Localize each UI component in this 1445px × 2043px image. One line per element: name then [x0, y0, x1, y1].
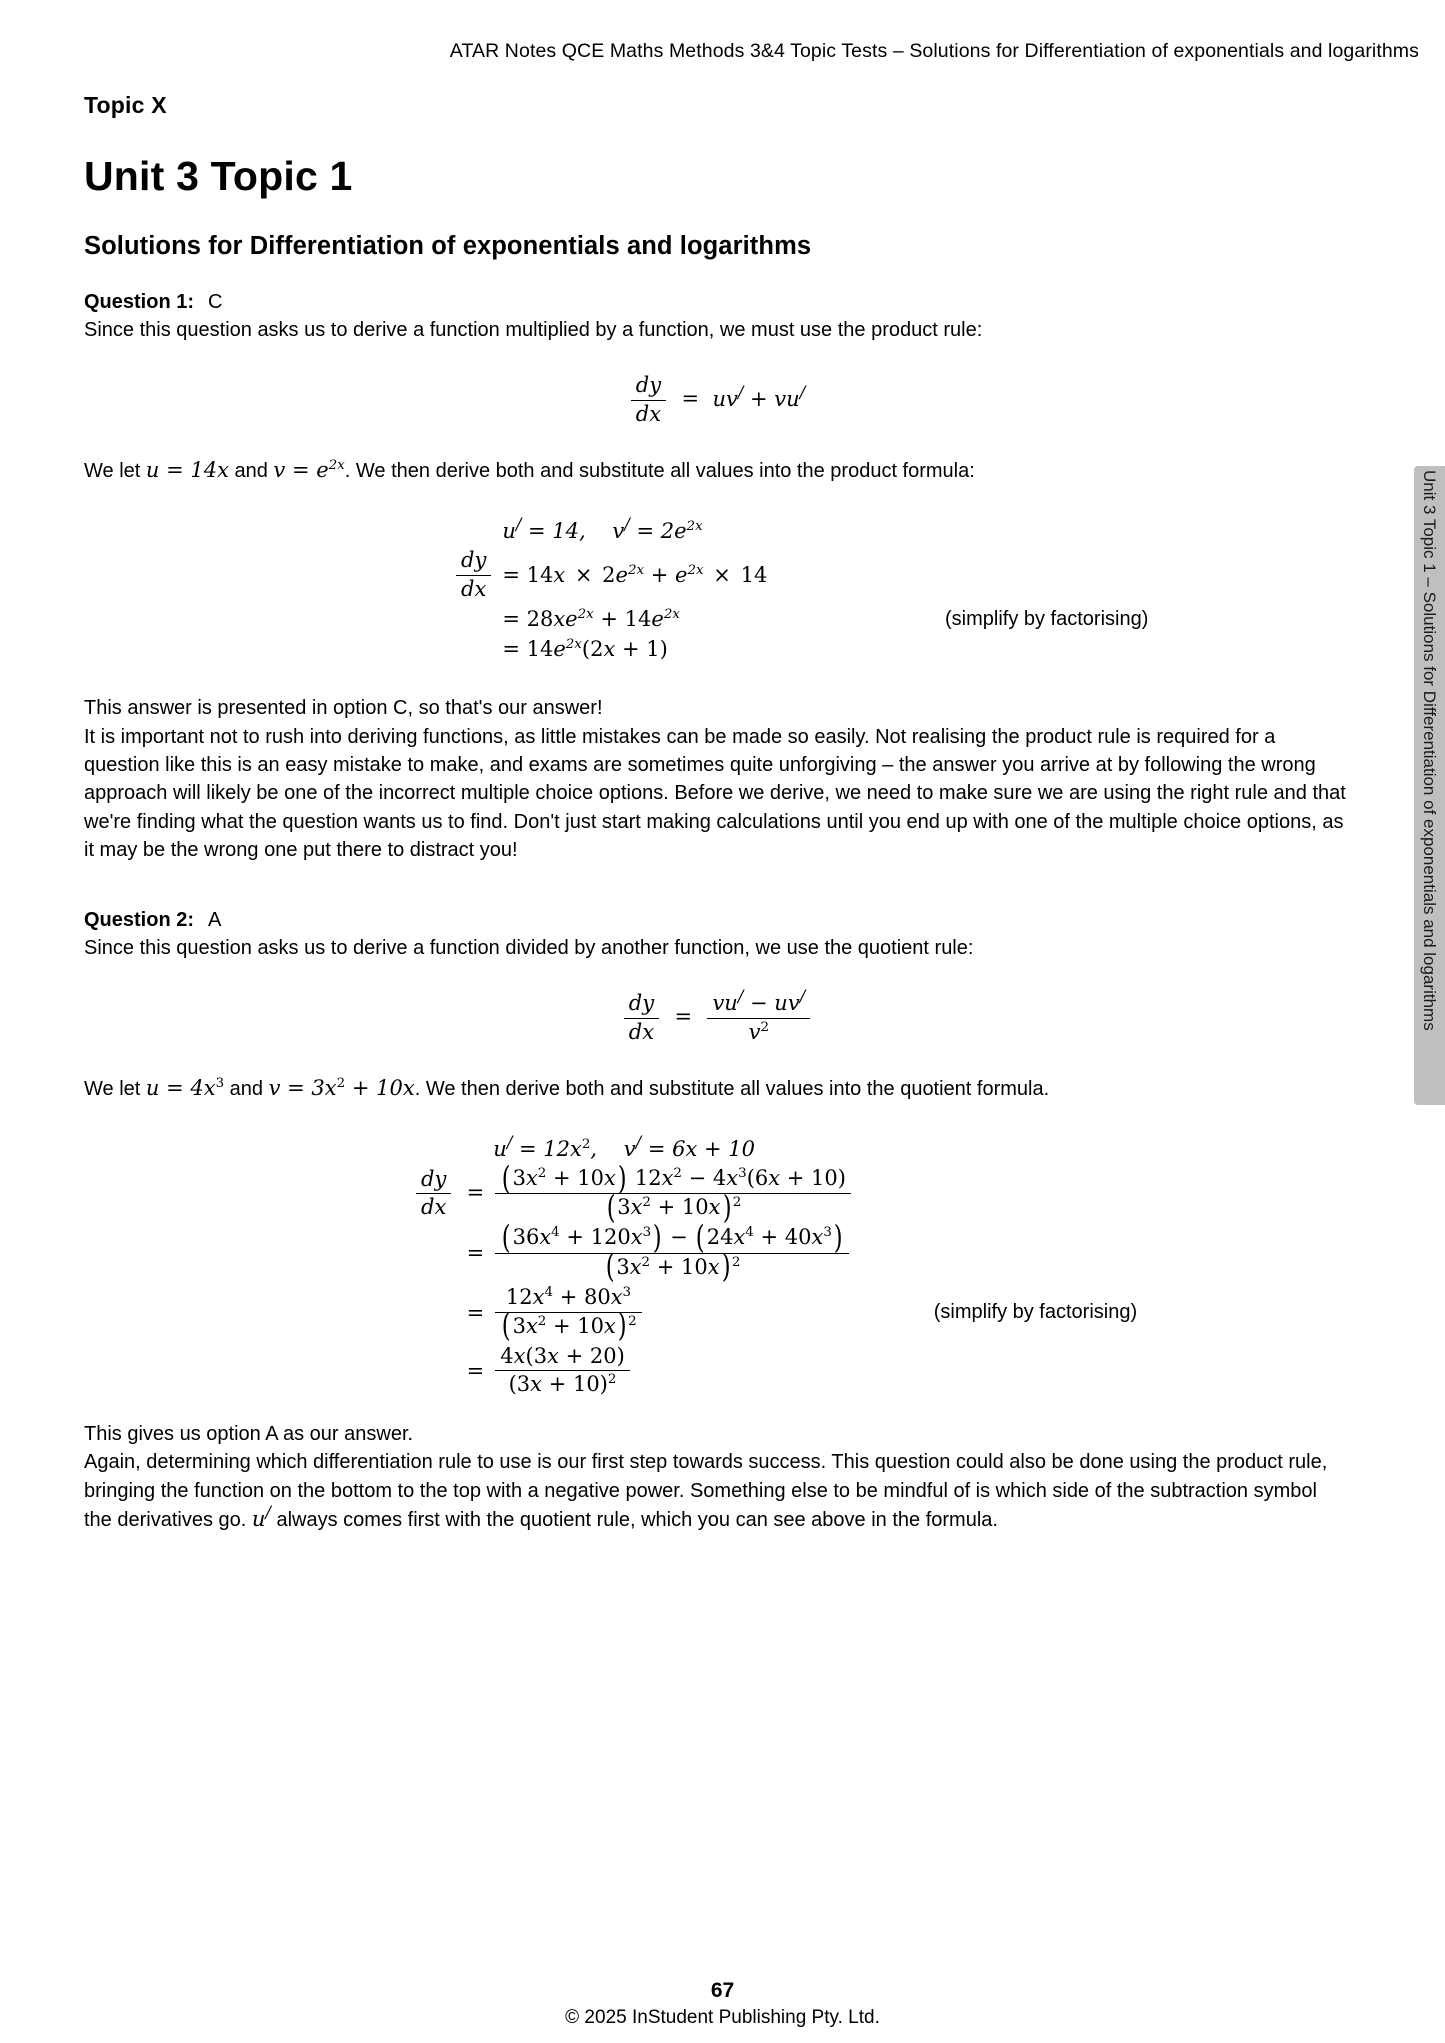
page-title: Unit 3 Topic 1	[84, 153, 353, 199]
question-1-answer: C	[208, 291, 223, 313]
fraction-numerator: dy	[631, 374, 666, 401]
fraction-numerator: 4x(3x + 20)	[495, 1345, 630, 1372]
question-2-label: Question 2:	[84, 908, 195, 931]
v-prime-value: v/ = 6x + 10	[623, 1132, 756, 1161]
section-title: Solutions for Differentiation of exponentials and logarithms	[84, 232, 812, 260]
dy-dx-fraction	[631, 374, 666, 426]
derivation-rows	[454, 516, 1148, 664]
question-1-heading	[84, 291, 1350, 314]
fraction-numerator: dy	[624, 992, 659, 1019]
fraction-numerator: $(36x^4 + 120x^3) - (24x^4 + 40x^3)$	[495, 1226, 849, 1253]
question-2-rule-formula	[84, 987, 1350, 1044]
quotient-rule-fraction	[707, 987, 810, 1044]
fraction-denominator: dx	[628, 1019, 655, 1044]
question-1-after-text-2: It is important not to rush into deriving functions, as little mistakes can be made so easily. Not realising the product rule is required for a question like this is an easy mistake to make, and exams are sometimes quite unforgiving – the answer you arrive at by following the wrong approach will likely be one of the incorrect multiple choice options. Before we derive, we need to make sure we are using the right rule and that we're finding what the question wants us to find. Don't just start making calculations until you end up with one of the multiple choice options, as it may be the wrong one put there to distract you!	[84, 725, 1346, 862]
line-5-fraction	[495, 1345, 630, 1397]
question-2-intro: Since this question asks us to derive a function divided by another function, we use the quotient rule:	[84, 936, 974, 959]
dy-dx-fraction	[624, 992, 659, 1044]
derivation-line-1	[414, 1134, 1137, 1164]
product-rule-rhs: uv/ + vu/	[712, 382, 806, 411]
line-3-rhs	[502, 604, 1148, 634]
question-2-after-text-1: This gives us option A as our answer.	[84, 1422, 414, 1445]
question-1-label: Question 1:	[84, 291, 195, 313]
line-4-lhs: =	[466, 1300, 485, 1325]
quotient-numerator: vu/ − uv/	[707, 992, 810, 1019]
derivation-line-3	[414, 1220, 1137, 1286]
question-2-heading	[84, 909, 1350, 932]
line-2-lhs	[454, 546, 502, 604]
v-definition: $v = e^{2x}$	[273, 458, 345, 483]
equals-sign: =	[674, 386, 706, 411]
line-1-content	[493, 1134, 1137, 1164]
question-1-rule-formula	[84, 374, 1350, 426]
line-3-lhs: =	[466, 1241, 485, 1266]
fraction-denominator: dx	[635, 401, 662, 426]
after-text-2-part-1: Again, determining which differentiation rule to use is our first step towards success. This question could also be done using the product rule, bringing the function on the bottom to the top with a negative power. Something else to be mindful of is which side of the subtraction symbol the derivatives go.	[84, 1451, 1328, 1532]
line-3-rhs	[493, 1220, 1137, 1286]
derivation-line-3	[454, 604, 1148, 634]
question-2-setup-text	[84, 1074, 1350, 1104]
setup-text-part-1: We let	[84, 460, 146, 483]
v-exponent: 2	[336, 1076, 346, 1092]
line-5-rhs	[493, 1342, 1137, 1400]
fraction-denominator: $(3x + 10)^2$	[508, 1372, 617, 1397]
derivation-line-5	[414, 1342, 1137, 1400]
setup-text-part-4: . We then derive both and substitute all values into the quotient formula.	[414, 1078, 1050, 1101]
side-tab-label: Unit 3 Topic 1 – Solutions for Differentiation of exponentials and logarithms	[1420, 470, 1439, 1031]
fraction-denominator: $(3x^2 + 10x)$ $^2$	[606, 1189, 742, 1226]
line-3-fraction	[495, 1220, 849, 1286]
line-2-rhs: = $14x \times 2e^{2x} + e^{2x} \times 14$	[502, 563, 768, 588]
question-2-after-text-2	[84, 1448, 1350, 1535]
quotient-rule-equation	[622, 987, 812, 1044]
line-2-lhs	[414, 1164, 493, 1224]
question-1-intro: Since this question asks us to derive a function multiplied by a function, we must use the product rule:	[84, 319, 983, 341]
line-3-expression: = $28xe^{2x} + 14e^{2x}$	[502, 607, 680, 632]
u-prime-value: $u^/ = 12x^2$,	[493, 1132, 598, 1161]
setup-text-part-2: and	[228, 460, 274, 483]
derivation-line-4	[414, 1283, 1138, 1345]
fraction-denominator: dx	[461, 576, 487, 601]
u-definition: $u = 4x^3$	[145, 1076, 225, 1101]
u-definition: u = 14x	[145, 458, 229, 483]
equals-sign: =	[460, 1180, 485, 1205]
setup-text-part-2: and	[224, 1078, 269, 1101]
copyright-notice: © 2025 InStudent Publishing Pty. Ltd.	[565, 2007, 880, 2028]
question-2-answer: A	[208, 908, 222, 931]
derivation-line-4	[454, 634, 1148, 664]
simplify-note: (simplify by factorising)	[933, 1301, 1138, 1323]
v-definition: $v = 3x^2 + 10x$	[268, 1076, 415, 1101]
dy-dx-fraction	[416, 1168, 451, 1220]
dy-dx-fraction	[456, 549, 491, 601]
derivation-rows	[414, 1134, 1137, 1400]
fraction-numerator: dy	[456, 549, 491, 576]
u-prime-value: u/ = 14,	[502, 515, 586, 544]
after-text-2-part-2: always comes first with the quotient rule, which you can see above in the formula.	[270, 1509, 998, 1532]
u-prime-inline: u/	[251, 1503, 271, 1532]
line-2-rhs	[493, 1160, 1137, 1226]
side-tab	[1414, 466, 1445, 1105]
page-footer	[0, 1979, 1445, 2029]
question-1-after-text-1: This answer is presented in option C, so that's our answer!	[84, 697, 603, 720]
line-5-lhs: =	[466, 1358, 485, 1383]
v-exponent: 2x	[328, 458, 345, 474]
page-content	[84, 92, 1350, 1535]
derivation-line-2	[454, 546, 1148, 604]
line-4-fraction	[495, 1285, 641, 1345]
running-header: ATAR Notes QCE Maths Methods 3&4 Topic Tests – Solutions for Differentiation of exponentials and logarithms	[449, 40, 1419, 62]
u-exponent: 3	[215, 1076, 225, 1092]
line-2-fraction	[495, 1160, 851, 1226]
derivation-line-2	[414, 1160, 1137, 1226]
fraction-numerator: $(3x^2 + 10x) 12x^2 - 4x^3(6x + 10)$	[495, 1167, 851, 1194]
page-number: 67	[710, 1979, 735, 2002]
line-4-rhs: = $14e^{2x}(2x + 1)$	[502, 637, 668, 662]
question-1-setup-text	[84, 456, 1350, 486]
fraction-denominator: dx	[421, 1195, 447, 1220]
fraction-denominator: $(3x^2 + 10x)$ $^2$	[502, 1308, 637, 1345]
setup-text-part-3: . We then derive both and substitute all values into the product formula:	[344, 460, 975, 483]
fraction-denominator: $(3x^2 + 10x)$ $^2$	[605, 1249, 741, 1286]
line-4-rhs	[493, 1283, 1138, 1345]
quotient-denominator: $v^2$	[748, 1019, 770, 1044]
simplify-note: (simplify by factorising)	[944, 607, 1149, 630]
v-prime-value: $v^/ = 2e^{2x}$	[612, 515, 703, 544]
question-1-derivation	[84, 516, 1350, 664]
derivation-line-1	[454, 516, 1148, 546]
fraction-numerator: dy	[416, 1168, 451, 1195]
equals-sign: =	[667, 1004, 699, 1029]
setup-text-part-1: We let	[84, 1078, 146, 1101]
line-1-content	[502, 516, 1148, 546]
product-rule-equation	[629, 374, 805, 426]
fraction-numerator: $12x^4 + 80x^3$	[495, 1286, 641, 1313]
topic-kicker: Topic X	[84, 92, 167, 118]
question-2-derivation	[84, 1134, 1350, 1400]
